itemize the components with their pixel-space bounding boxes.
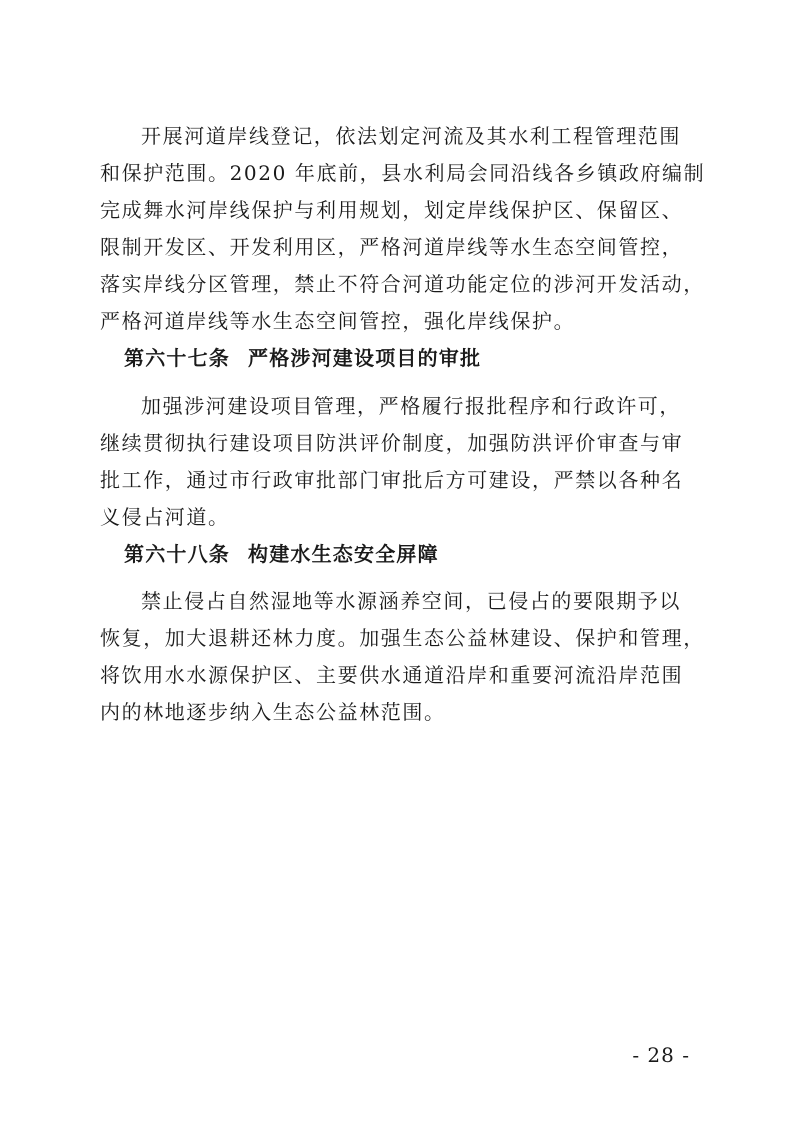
paragraph-line: 加强涉河建设项目管理，严格履行报批程序和行政许可， (141, 394, 681, 418)
paragraph-line: 批工作，通过市行政审批部门审批后方可建设，严禁以各种名 (100, 468, 684, 492)
paragraph-line: 禁止侵占自然湿地等水源涵养空间，已侵占的要限期予以 (141, 589, 681, 613)
article-title: 构建水生态安全屏障 (248, 542, 439, 566)
paragraph-line: 内的林地逐步纳入生态公益林范围。 (100, 700, 446, 724)
page-number: - 28 - (632, 1043, 690, 1067)
paragraph-line: 将饮用水水源保护区、主要供水通道沿岸和重要河流沿岸范围 (100, 663, 684, 687)
paragraph-line: 继续贯彻执行建设项目防洪评价制度，加强防洪评价审查与审 (100, 431, 684, 455)
paragraph-line: 完成舞水河岸线保护与利用规划，划定岸线保护区、保留区、 (100, 198, 684, 222)
paragraph-line: 严格河道岸线等水生态空间管控，强化岸线保护。 (100, 309, 576, 333)
paragraph-line: 落实岸线分区管理，禁止不符合河道功能定位的涉河开发活动， (100, 272, 705, 296)
article-heading (124, 539, 673, 569)
article-heading (124, 343, 673, 373)
paragraph-line: 和保护范围。2020 年底前，县水利局会同沿线各乡镇政府编制 (100, 161, 706, 185)
paragraph-line: 开展河道岸线登记，依法划定河流及其水利工程管理范围 (141, 124, 681, 148)
article-title: 严格涉河建设项目的审批 (248, 346, 482, 370)
article-number: 第六十七条 (124, 346, 230, 370)
paragraph-line: 义侵占河道。 (100, 505, 230, 529)
paragraph-line: 限制开发区、开发利用区，严格河道岸线等水生态空间管控， (100, 235, 684, 259)
article-number: 第六十八条 (124, 542, 230, 566)
paragraph-line: 恢复，加大退耕还林力度。加强生态公益林建设、保护和管理， (100, 626, 705, 650)
